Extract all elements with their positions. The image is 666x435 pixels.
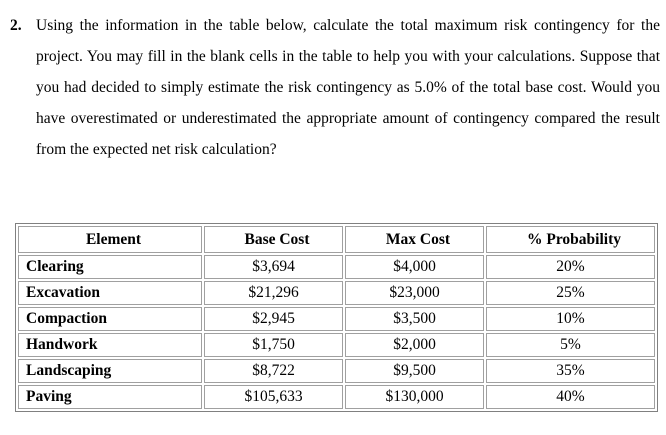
- cell-base-cost: $1,750: [204, 333, 343, 357]
- header-probability: % Probability: [486, 226, 655, 253]
- table-row: [18, 333, 655, 357]
- cell-probability: 35%: [486, 359, 655, 383]
- cell-base-cost: $105,633: [204, 385, 343, 409]
- question-block: [10, 10, 660, 165]
- cell-element: Excavation: [18, 281, 202, 305]
- cell-base-cost: $2,945: [204, 307, 343, 331]
- cell-max-cost: $23,000: [345, 281, 484, 305]
- cell-element: Paving: [18, 385, 202, 409]
- header-max-cost: Max Cost: [345, 226, 484, 253]
- cell-probability: 25%: [486, 281, 655, 305]
- cell-element: Handwork: [18, 333, 202, 357]
- cell-base-cost: $8,722: [204, 359, 343, 383]
- question-number: 2.: [10, 17, 22, 34]
- cell-probability: 40%: [486, 385, 655, 409]
- header-base-cost: Base Cost: [204, 226, 343, 253]
- cell-element: Compaction: [18, 307, 202, 331]
- table-row: [18, 359, 655, 383]
- cell-max-cost: $9,500: [345, 359, 484, 383]
- cell-base-cost: $3,694: [204, 255, 343, 279]
- cell-max-cost: $3,500: [345, 307, 484, 331]
- cell-element: Landscaping: [18, 359, 202, 383]
- cell-probability: 10%: [486, 307, 655, 331]
- table-header-row: [18, 226, 655, 253]
- cell-probability: 20%: [486, 255, 655, 279]
- cell-max-cost: $130,000: [345, 385, 484, 409]
- table-row: [18, 281, 655, 305]
- table-row: [18, 255, 655, 279]
- table-row: [18, 307, 655, 331]
- cell-max-cost: $4,000: [345, 255, 484, 279]
- risk-table: [15, 223, 658, 412]
- cell-element: Clearing: [18, 255, 202, 279]
- cell-max-cost: $2,000: [345, 333, 484, 357]
- cell-base-cost: $21,296: [204, 281, 343, 305]
- header-element: Element: [18, 226, 202, 253]
- table-row: [18, 385, 655, 409]
- cell-probability: 5%: [486, 333, 655, 357]
- question-text: Using the information in the table below, calculate the total maximum risk contingency for the project. You may fill in the blank cells in the table to help you with your calculations. Suppose that you had decided to simply estimate the risk contingency as 5.0% of the total base cost. Would you have overestimated or underestimated the appropriate amount of contingency compared the result from the expected net risk calculation?: [36, 17, 660, 158]
